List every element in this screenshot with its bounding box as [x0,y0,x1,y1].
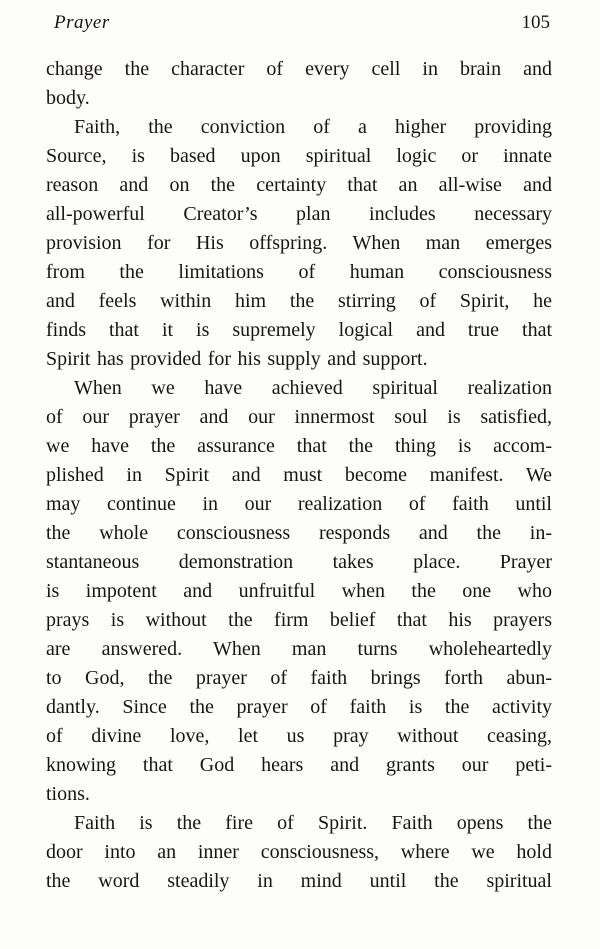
text-line: When we have achieved spiritual realization [74,377,552,399]
running-header [46,12,552,34]
text-line: Spirit has provided for his supply and support. [46,348,428,370]
text-line: body. [46,87,90,109]
text-line: prays is without the firm belief that his prayers [46,609,552,631]
page-body [46,55,552,896]
text-line: reason and on the certainty that an all-wise and [46,174,552,196]
text-line: knowing that God hears and grants our peti- [46,754,552,776]
text-line: is impotent and unfruitful when the one who [46,580,552,602]
text-line: we have the assurance that the thing is accom- [46,435,552,457]
text-line: finds that it is supremely logical and true that [46,319,552,341]
page-number: 105 [521,12,550,33]
text-line: the whole consciousness responds and the in- [46,522,552,544]
text-line: provision for His offspring. When man emerges [46,232,552,254]
text-line: of divine love, let us pray without ceasing, [46,725,552,747]
text-line: may continue in our realization of faith until [46,493,552,515]
text-line: are answered. When man turns wholeheartedly [46,638,552,660]
text-line: Faith is the fire of Spirit. Faith opens the [74,812,552,834]
text-line: stantaneous demonstration takes place. Prayer [46,551,552,573]
text-line: and feels within him the stirring of Spirit, he [46,290,552,312]
text-line: from the limitations of human consciousness [46,261,552,283]
running-header-title: Prayer [54,12,110,33]
text-line: door into an inner consciousness, where we hold [46,841,552,863]
text-line: all-powerful Creator’s plan includes necessary [46,203,552,225]
text-line: dantly. Since the prayer of faith is the activity [46,696,552,718]
text-line: tions. [46,783,90,805]
text-line: to God, the prayer of faith brings forth abun- [46,667,552,689]
text-line: Source, is based upon spiritual logic or innate [46,145,552,167]
text-line: the word steadily in mind until the spiritual [46,870,552,892]
text-line: plished in Spirit and must become manifest. We [46,464,552,486]
text-line: change the character of every cell in brain and [46,58,552,80]
text-line: Faith, the conviction of a higher providing [74,116,552,138]
text-line: of our prayer and our innermost soul is satisfied, [46,406,552,428]
